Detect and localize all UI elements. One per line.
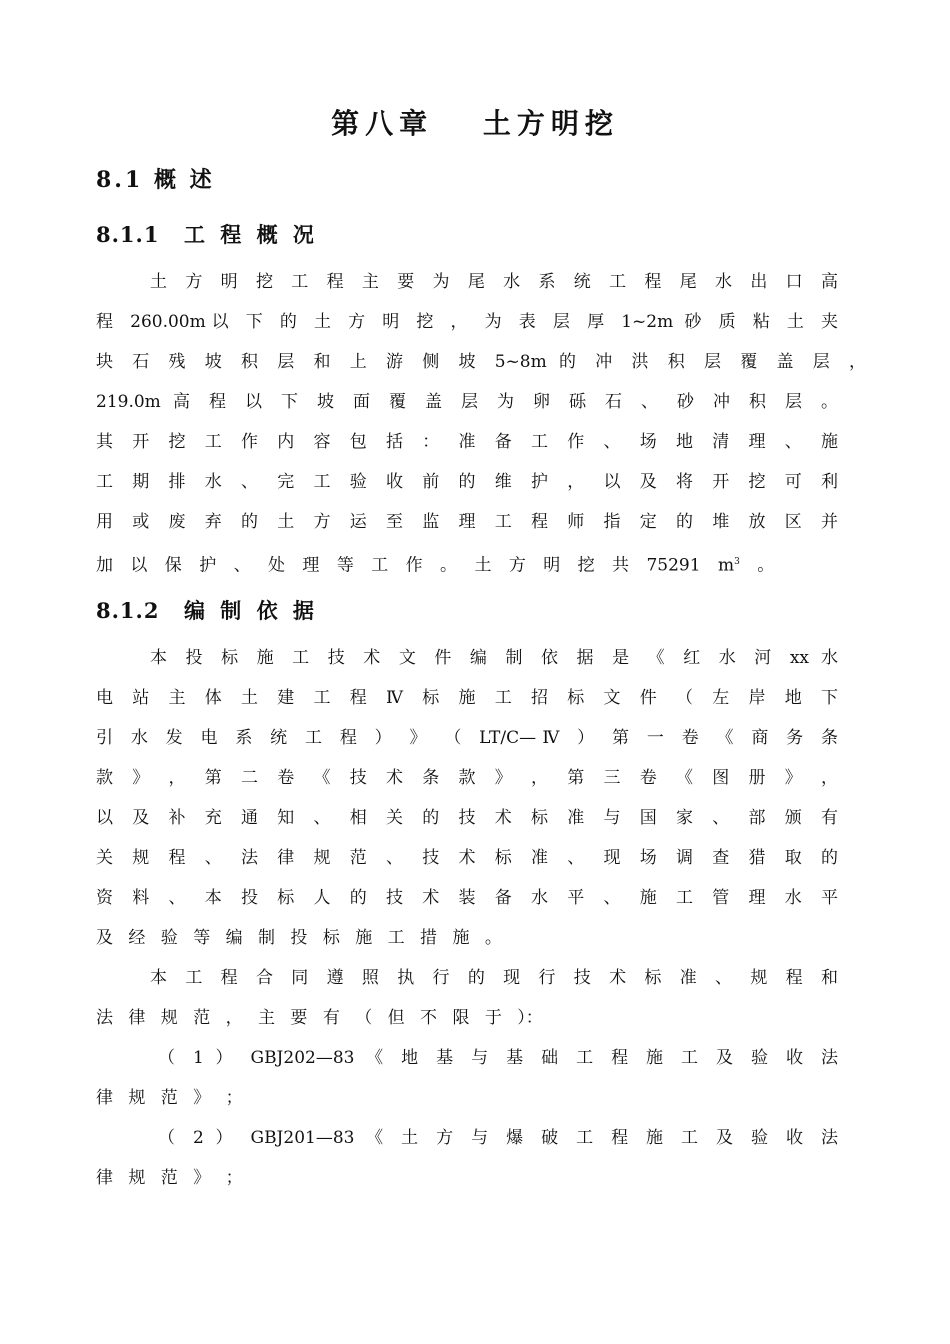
paragraph-line: 程 260.00m以 下 的 土 方 明 挖 ， 为 表 层 厚 1~2m 砂 质 粘 土 夹 <box>96 312 838 332</box>
paragraph-line: 电 站 主 体 土 建 工 程 Ⅳ 标 施 工 招 标 文 件 （ 左 岸 地 下 <box>96 688 838 708</box>
section-8-1-heading <box>96 164 215 196</box>
paragraph-line: 其 开 挖 工 作 内 容 包 括 ： 准 备 工 作 、 场 地 清 理 、 施 <box>96 432 838 452</box>
paragraph-line: 关 规 程 、 法 律 规 范 、 技 术 标 准 、 现 场 调 查 猎 取 的 <box>96 848 838 868</box>
paragraph-line: 以 及 补 充 通 知 、 相 关 的 技 术 标 准 与 国 家 、 部 颁 有 <box>96 808 838 828</box>
section-8-1-1-heading <box>96 219 318 251</box>
section-number: 8.1.1 <box>96 222 160 247</box>
paragraph-line: 法 律 规 范 ， 主 要 有 （ 但 不 限 于 ）： <box>96 1008 543 1028</box>
paragraph-line: 块 石 残 坡 积 层 和 上 游 侧 坡 5~8m 的 冲 洪 积 层 覆 盖 层 ， <box>96 352 866 372</box>
paragraph-line: 工 期 排 水 、 完 工 验 收 前 的 维 护 ， 以 及 将 开 挖 可 利 <box>96 472 838 492</box>
section-title: 工 程 概 况 <box>184 222 318 247</box>
paragraph-line: 资 料 、 本 投 标 人 的 技 术 装 备 水 平 、 施 工 管 理 水 平 <box>96 888 838 908</box>
section-number: 8.1.2 <box>96 598 160 623</box>
section-title: 概 述 <box>153 167 215 193</box>
paragraph-line: 本 投 标 施 工 技 术 文 件 编 制 依 据 是 《 红 水 河 xx 水 <box>150 648 838 668</box>
chapter-title: 第八章 土方明挖 <box>331 107 619 140</box>
section-number: 8.1 <box>96 167 144 193</box>
section-title: 编 制 依 据 <box>184 598 318 623</box>
paragraph-line: 及 经 验 等 编 制 投 标 施 工 措 施 。 <box>96 928 502 948</box>
superscript: 3 <box>734 557 740 567</box>
paragraph-line: 土 方 明 挖 工 程 主 要 为 尾 水 系 统 工 程 尾 水 出 口 高 <box>150 272 838 292</box>
list-item-line: （ 1 ） GBJ202—83 《 地 基 与 基 础 工 程 施 工 及 验 收 法 <box>158 1048 838 1068</box>
paragraph-line: 引 水 发 电 系 统 工 程 ） 》 （ LT/C—Ⅳ ） 第 一 卷 《 商 务 条 <box>96 728 838 748</box>
paragraph-line: 本 工 程 合 同 遵 照 执 行 的 现 行 技 术 标 准 、 规 程 和 <box>150 968 838 988</box>
paragraph-line: 用 或 废 弃 的 土 方 运 至 监 理 工 程 师 指 定 的 堆 放 区 并 <box>96 512 838 532</box>
paragraph-line <box>96 547 838 581</box>
list-item-line: 律 规 范 》 ； <box>96 1088 243 1108</box>
paragraph-line: 219.0m 高 程 以 下 坡 面 覆 盖 层 为 卵 砾 石 、 砂 冲 积 层 。 <box>96 392 838 412</box>
paragraph-line: 款 》 ， 第 二 卷 《 技 术 条 款 》 ， 第 三 卷 《 图 册 》 ， <box>96 768 838 788</box>
list-item-line: （ 2 ） GBJ201—83 《 土 方 与 爆 破 工 程 施 工 及 验 收 法 <box>158 1128 838 1148</box>
list-item-line: 律 规 范 》 ； <box>96 1168 243 1188</box>
text-segment: 加 以 保 护 、 处 理 等 工 作 。 土 方 明 挖 共 75291 m <box>96 555 735 576</box>
section-8-1-2-heading <box>96 595 318 627</box>
text-segment: 。 <box>739 555 775 576</box>
